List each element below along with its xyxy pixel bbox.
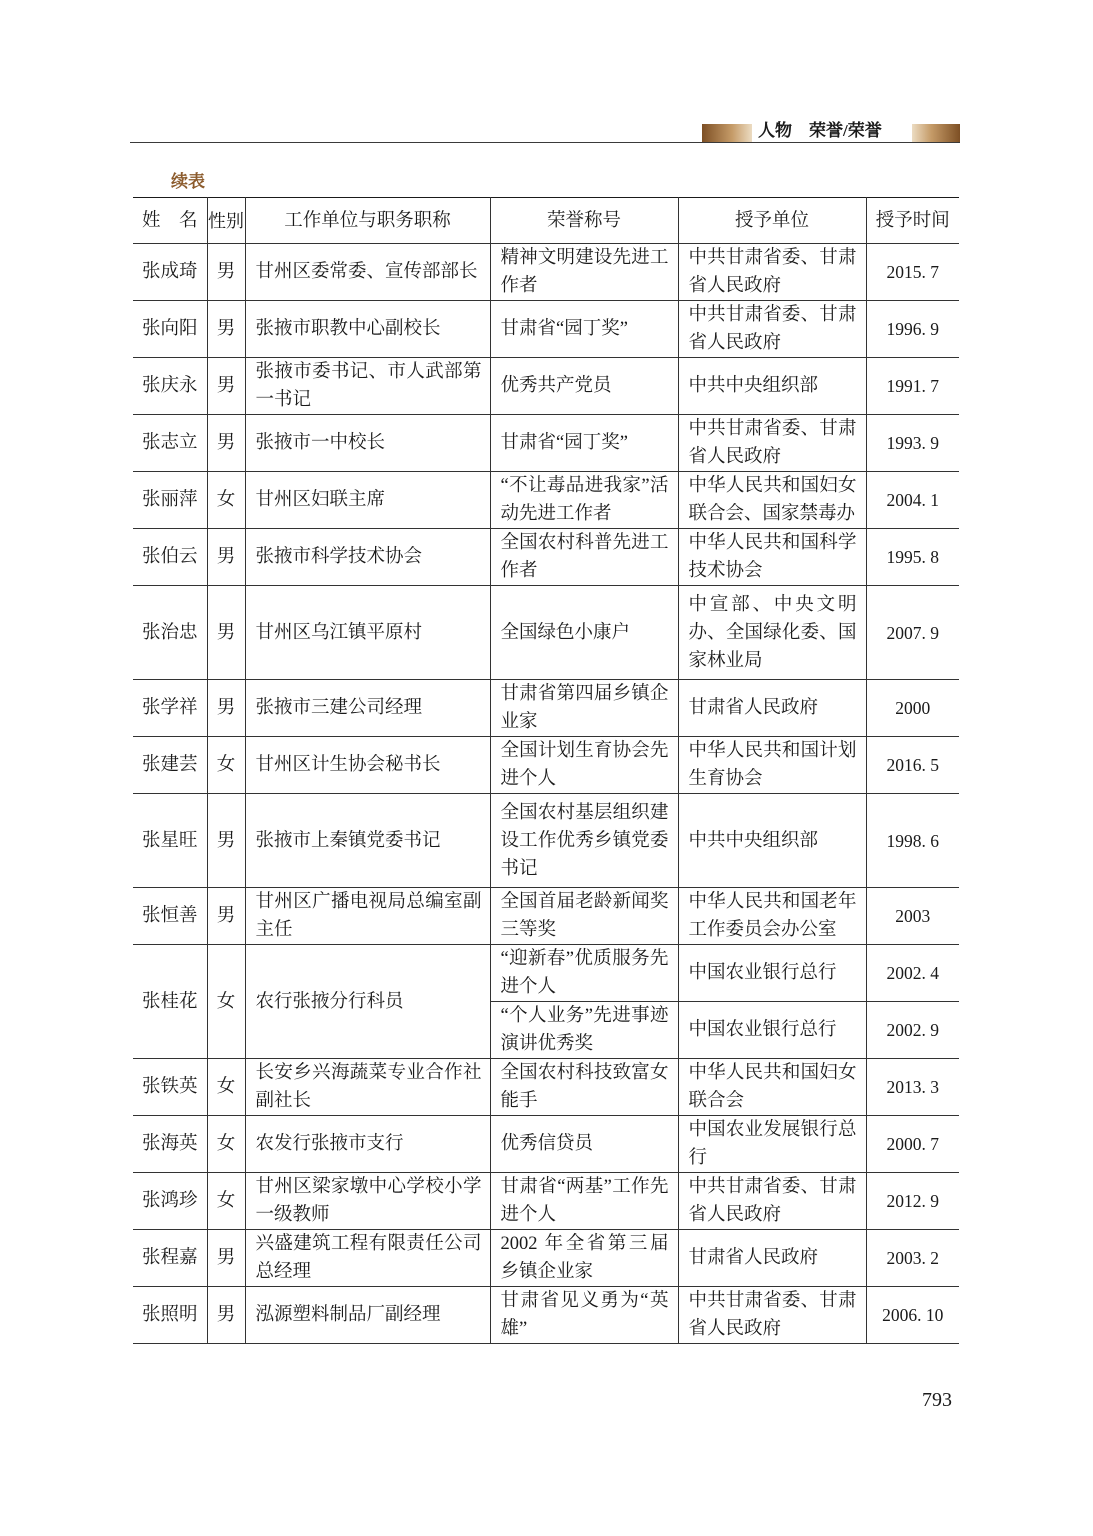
cell-time: 2000 <box>866 680 959 737</box>
table-row <box>133 472 959 529</box>
cell-time: 2012. 9 <box>866 1173 959 1230</box>
cell-time: 2003 <box>866 888 959 945</box>
cell-grantor: 中共甘肃省委、甘肃省人民政府 <box>678 1287 866 1344</box>
cell-name: 张志立 <box>133 415 207 472</box>
cell-work-unit: 农行张掖分行科员 <box>245 945 490 1059</box>
cell-gender: 女 <box>207 472 245 529</box>
cell-work-unit: 张掖市科学技术协会 <box>245 529 490 586</box>
cell-grantor: 中共甘肃省委、甘肃省人民政府 <box>678 415 866 472</box>
cell-time: 2002. 9 <box>866 1002 959 1059</box>
cell-gender: 男 <box>207 680 245 737</box>
table-row <box>133 1230 959 1287</box>
cell-grantor: 中共中央组织部 <box>678 358 866 415</box>
cell-grantor: 中国农业银行总行 <box>678 945 866 1002</box>
cell-time: 2002. 4 <box>866 945 959 1002</box>
cell-gender: 男 <box>207 529 245 586</box>
section-title: 人物 荣誉/荣誉 <box>758 121 882 140</box>
cell-gender: 女 <box>207 1173 245 1230</box>
header-grantor: 授予单位 <box>678 198 866 244</box>
cell-work-unit: 农发行张掖市支行 <box>245 1116 490 1173</box>
cell-honor-title: 优秀信贷员 <box>490 1116 678 1173</box>
cell-work-unit: 甘州区乌江镇平原村 <box>245 586 490 680</box>
cell-work-unit: 甘州区广播电视局总编室副主任 <box>245 888 490 945</box>
cell-gender: 男 <box>207 1287 245 1344</box>
table-row <box>133 680 959 737</box>
cell-name: 张成琦 <box>133 244 207 301</box>
honors-table-container <box>133 197 959 1344</box>
cell-name: 张丽萍 <box>133 472 207 529</box>
cell-gender: 女 <box>207 737 245 794</box>
cell-honor-title: 全国农村基层组织建设工作优秀乡镇党委书记 <box>490 794 678 888</box>
header-gender: 性别 <box>207 198 245 244</box>
cell-gender: 男 <box>207 244 245 301</box>
cell-grantor: 中华人民共和国妇女联合会、国家禁毒办 <box>678 472 866 529</box>
table-row <box>133 529 959 586</box>
cell-grantor: 中国农业银行总行 <box>678 1002 866 1059</box>
cell-honor-title: 全国农村科技致富女能手 <box>490 1059 678 1116</box>
table-row <box>133 301 959 358</box>
cell-grantor: 甘肃省人民政府 <box>678 680 866 737</box>
cell-gender: 男 <box>207 358 245 415</box>
header-name: 姓 名 <box>133 198 207 244</box>
cell-time: 1996. 9 <box>866 301 959 358</box>
cell-work-unit: 长安乡兴海蔬菜专业合作社副社长 <box>245 1059 490 1116</box>
cell-time: 2013. 3 <box>866 1059 959 1116</box>
cell-work-unit: 张掖市委书记、市人武部第一书记 <box>245 358 490 415</box>
cell-time: 2015. 7 <box>866 244 959 301</box>
cell-name: 张伯云 <box>133 529 207 586</box>
header-time: 授予时间 <box>866 198 959 244</box>
table-row <box>133 358 959 415</box>
cell-honor-title: 甘肃省“园丁奖” <box>490 301 678 358</box>
table-row <box>133 737 959 794</box>
cell-name: 张庆永 <box>133 358 207 415</box>
cell-gender: 男 <box>207 888 245 945</box>
cell-work-unit: 张掖市上秦镇党委书记 <box>245 794 490 888</box>
cell-work-unit: 张掖市一中校长 <box>245 415 490 472</box>
cell-work-unit: 张掖市三建公司经理 <box>245 680 490 737</box>
cell-time: 1995. 8 <box>866 529 959 586</box>
cell-name: 张桂花 <box>133 945 207 1059</box>
cell-name: 张铁英 <box>133 1059 207 1116</box>
cell-honor-title: 2002 年全省第三届乡镇企业家 <box>490 1230 678 1287</box>
cell-name: 张鸿珍 <box>133 1173 207 1230</box>
cell-grantor: 中国农业发展银行总行 <box>678 1116 866 1173</box>
table-row <box>133 1173 959 1230</box>
cell-work-unit: 甘州区梁家墩中心学校小学一级教师 <box>245 1173 490 1230</box>
table-header <box>133 198 959 244</box>
cell-name: 张星旺 <box>133 794 207 888</box>
cell-honor-title: 甘肃省见义勇为“英雄” <box>490 1287 678 1344</box>
cell-honor-title: 优秀共产党员 <box>490 358 678 415</box>
cell-grantor: 中共甘肃省委、甘肃省人民政府 <box>678 1173 866 1230</box>
cell-name: 张建芸 <box>133 737 207 794</box>
cell-name: 张治忠 <box>133 586 207 680</box>
cell-grantor: 中华人民共和国计划生育协会 <box>678 737 866 794</box>
cell-time: 1991. 7 <box>866 358 959 415</box>
cell-time: 2000. 7 <box>866 1116 959 1173</box>
cell-honor-title: 全国计划生育协会先进个人 <box>490 737 678 794</box>
cell-gender: 男 <box>207 586 245 680</box>
cell-name: 张照明 <box>133 1287 207 1344</box>
cell-gender: 男 <box>207 794 245 888</box>
cell-grantor: 甘肃省人民政府 <box>678 1230 866 1287</box>
cell-work-unit: 兴盛建筑工程有限责任公司总经理 <box>245 1230 490 1287</box>
cell-grantor: 中华人民共和国妇女联合会 <box>678 1059 866 1116</box>
cell-gender: 女 <box>207 945 245 1059</box>
cell-honor-title: “个人业务”先进事迹演讲优秀奖 <box>490 1002 678 1059</box>
table-row <box>133 1059 959 1116</box>
cell-honor-title: 甘肃省“两基”工作先进个人 <box>490 1173 678 1230</box>
cell-honor-title: “迎新春”优质服务先进个人 <box>490 945 678 1002</box>
cell-name: 张海英 <box>133 1116 207 1173</box>
cell-grantor: 中共甘肃省委、甘肃省人民政府 <box>678 244 866 301</box>
cell-work-unit: 张掖市职教中心副校长 <box>245 301 490 358</box>
table-row <box>133 415 959 472</box>
cell-gender: 女 <box>207 1116 245 1173</box>
cell-grantor: 中共中央组织部 <box>678 794 866 888</box>
cell-name: 张学祥 <box>133 680 207 737</box>
table-row <box>133 945 959 1002</box>
cell-honor-title: 精神文明建设先进工作者 <box>490 244 678 301</box>
cell-honor-title: 甘肃省第四届乡镇企业家 <box>490 680 678 737</box>
cell-gender: 男 <box>207 415 245 472</box>
page-number: 793 <box>922 1389 952 1411</box>
table-row <box>133 244 959 301</box>
cell-gender: 女 <box>207 1059 245 1116</box>
table-row <box>133 1116 959 1173</box>
cell-time: 2016. 5 <box>866 737 959 794</box>
cell-grantor: 中共甘肃省委、甘肃省人民政府 <box>678 301 866 358</box>
header-decoration-left <box>702 124 752 142</box>
cell-name: 张向阳 <box>133 301 207 358</box>
cell-gender: 男 <box>207 1230 245 1287</box>
cell-time: 1998. 6 <box>866 794 959 888</box>
table-row <box>133 586 959 680</box>
cell-work-unit: 甘州区委常委、宣传部部长 <box>245 244 490 301</box>
table-row <box>133 794 959 888</box>
header-rule <box>130 142 960 143</box>
cell-grantor: 中华人民共和国老年工作委员会办公室 <box>678 888 866 945</box>
cell-honor-title: “不让毒品进我家”活动先进工作者 <box>490 472 678 529</box>
cell-work-unit: 泓源塑料制品厂副经理 <box>245 1287 490 1344</box>
cell-work-unit: 甘州区妇联主席 <box>245 472 490 529</box>
cell-work-unit: 甘州区计生协会秘书长 <box>245 737 490 794</box>
table-body <box>133 244 959 1344</box>
cell-honor-title: 全国首届老龄新闻奖三等奖 <box>490 888 678 945</box>
cell-time: 2003. 2 <box>866 1230 959 1287</box>
cell-time: 2007. 9 <box>866 586 959 680</box>
table-header-row <box>133 198 959 244</box>
table-caption: 续表 <box>171 172 205 191</box>
table-row <box>133 888 959 945</box>
header-decoration-right <box>912 124 960 142</box>
cell-grantor: 中宣部、中央文明办、全国绿化委、国家林业局 <box>678 586 866 680</box>
cell-grantor: 中华人民共和国科学技术协会 <box>678 529 866 586</box>
header-work-unit: 工作单位与职务职称 <box>245 198 490 244</box>
honors-table <box>133 197 959 1344</box>
cell-honor-title: 全国绿色小康户 <box>490 586 678 680</box>
table-row <box>133 1287 959 1344</box>
cell-honor-title: 甘肃省“园丁奖” <box>490 415 678 472</box>
cell-gender: 男 <box>207 301 245 358</box>
cell-time: 2006. 10 <box>866 1287 959 1344</box>
cell-name: 张恒善 <box>133 888 207 945</box>
cell-name: 张程嘉 <box>133 1230 207 1287</box>
header-honor-title: 荣誉称号 <box>490 198 678 244</box>
cell-time: 1993. 9 <box>866 415 959 472</box>
cell-honor-title: 全国农村科普先进工作者 <box>490 529 678 586</box>
cell-time: 2004. 1 <box>866 472 959 529</box>
